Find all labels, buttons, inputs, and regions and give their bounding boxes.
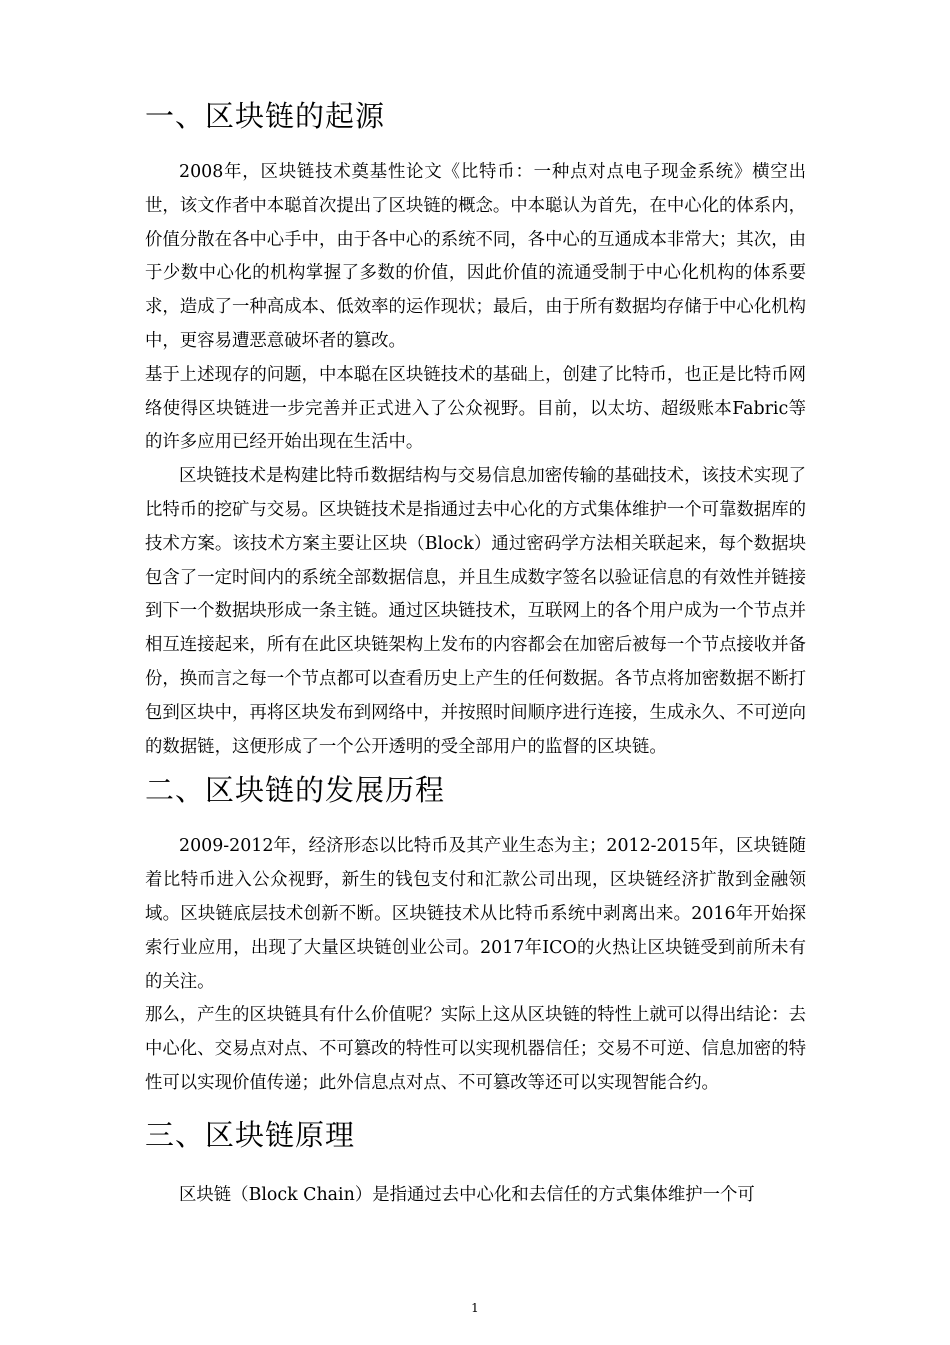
section-heading-history: 二、区块链的发展历程 [145, 773, 446, 808]
paragraph: 基于上述现存的问题，中本聪在区块链技术的基础上，创建了比特币，也正是比特币网络使得区块链进一步完善并正式进入了公众视野。目前，以太坊、超级账本Fabric等的许多应用已经开始出现在生活中。 [145, 364, 806, 453]
paragraph: 2008年，区块链技术奠基性论文《比特币：一种点对点电子现金系统》横空出世，该文作者中本聪首次提出了区块链的概念。中本聪认为首先，在中心化的体系内，价值分散在各中心手中，由于各中心的系统不同，各中心的互通成本非常大；其次，由于少数中心化的机构掌握了多数的价值，因此价值的流通受制于中心化机构的体系要求，造成了一种高成本、低效率的运作现状；最后，由于所有数据均存储于中心化机构中，更容易遭恶意破坏者的篡改。 [145, 162, 806, 351]
document-body [145, 96, 806, 1213]
page-number: 1 [471, 1301, 479, 1315]
section-heading-origin: 一、区块链的起源 [145, 99, 386, 133]
section-principle [145, 1115, 806, 1213]
paragraph: 区块链（Block Chain）是指通过去中心化和去信任的方式集体维护一个可 [179, 1184, 755, 1205]
section-heading-principle: 三、区块链原理 [145, 1117, 356, 1152]
paragraph: 区块链技术是构建比特币数据结构与交易信息加密传输的基础技术，该技术实现了比特币的挖矿与交易。区块链技术是指通过去中心化的方式集体维护一个可靠数据库的技术方案。该技术方案主要让区块（Block）通过密码学方法相关联起来，每个数据块包含了一定时间内的系统全部数据信息，并且生成数字签名以验证信息的有效性并链接到下一个数据块形成一条主链。通过区块链技术，互联网上的各个用户成为一个节点并相互连接起来，所有在此区块链架构上发布的内容都会在加密后被每一个节点接收并备份，换而言之每一个节点都可以查看历史上产生的任何数据。各节点将加密数据不断打包到区块中，再将区块发布到网络中，并按照时间顺序进行连接，生成永久、不可逆向的数据链，这便形成了一个公开透明的受全部用户的监督的区块链。 [145, 466, 806, 757]
paragraph: 2009-2012年，经济形态以比特币及其产业生态为主；2012-2015年，区块链随着比特币进入公众视野，新生的钱包支付和汇款公司出现，区块链经济扩散到金融领域。区块链底层技术创新不断。区块链技术从比特币系统中剥离出来。2016年开始探索行业应用，出现了大量区块链创业公司。2017年ICO的火热让区块链受到前所未有的关注。 [145, 836, 806, 992]
paragraph: 那么，产生的区块链具有什么价值呢？实际上这从区块链的特性上就可以得出结论：去中心化、交易点对点、不可篡改的特性可以实现机器信任；交易不可逆、信息加密的特性可以实现价值传递；此外信息点对点、不可篡改等还可以实现智能合约。 [145, 1005, 806, 1093]
section-history [145, 770, 806, 1100]
section-origin [145, 96, 806, 764]
